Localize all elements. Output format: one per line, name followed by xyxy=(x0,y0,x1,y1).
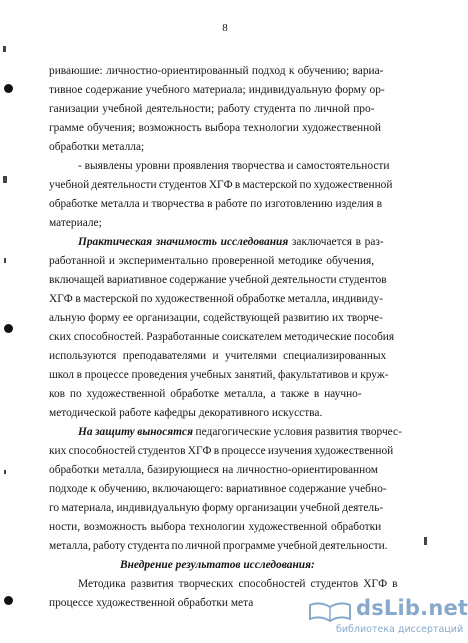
text-line: ности, возможность выбора технологии художественной обработки xyxy=(49,521,382,533)
page-number: 8 xyxy=(222,22,228,34)
emphasis-lead: На защиту выносятся xyxy=(78,426,193,438)
text-line: го материала, индивидуальную форму организации учебной деятель- xyxy=(49,502,384,514)
scan-hole-mark xyxy=(4,84,13,93)
text-line: обработки металла, базирующиеся на личностно-ориентированном xyxy=(49,464,378,476)
text-line: ХГФ в мастерской по художественной обработке металла, индивиду- xyxy=(49,293,383,305)
text-line xyxy=(78,425,402,439)
text-line: тивное содержание учебного материала; индивидуальную форму ор- xyxy=(49,84,385,96)
text-line: - выявлены уровни проявления творчества и самостоятельности xyxy=(78,160,390,172)
section-heading: Внедрение результатов исследования: xyxy=(120,559,315,571)
text-run: заключается в раз- xyxy=(291,236,384,248)
text-line: грамме обучения; возможность выбора технологии художественной xyxy=(49,122,382,134)
site-watermark xyxy=(300,596,468,643)
text-line: металла, работу студента по личной программе учебной деятельности. xyxy=(49,540,388,552)
text-line: обработки металла; xyxy=(49,141,145,153)
scan-speck xyxy=(4,470,6,474)
scan-speck xyxy=(3,46,6,52)
watermark-subtitle: библиотека диссертаций xyxy=(336,624,464,635)
text-line: школ в процессе проведения учебных занятий, факультативов и круж- xyxy=(49,369,389,381)
scan-hole-mark xyxy=(4,596,13,605)
text-line: ских способностей. Разработанные соискателем методические пособия xyxy=(49,331,395,343)
text-line: работанной и экспериментально проверенной методике обучения, xyxy=(49,255,375,267)
text-line: учебной деятельности студентов ХГФ в мастерской по художественной xyxy=(49,179,393,191)
text-line: альную форму ее организации, содействующей развитию их творче- xyxy=(49,312,383,324)
text-line: подходе к обучению, включающего: вариативное содержание учебно- xyxy=(49,483,387,495)
text-line: материале; xyxy=(49,217,102,229)
book-logo-icon xyxy=(308,599,352,623)
text-line: включащей вариативное содержание учебной деятельности студентов xyxy=(49,274,387,286)
text-line: ких способностей студентов ХГФ в процессе изучения художественной xyxy=(49,445,394,457)
scan-speck xyxy=(3,176,7,183)
text-line: Методика развития творческих способностей студентов ХГФ в xyxy=(78,578,398,590)
watermark-title: dsLib.net xyxy=(356,596,468,620)
scan-hole-mark xyxy=(4,324,13,333)
text-line: риваюшие: личностно-ориентированный подход к обучению; вариа- xyxy=(49,65,384,77)
scan-speck xyxy=(4,258,6,263)
text-line: методической работе кафедры декоративного искусства. xyxy=(49,407,323,419)
text-line xyxy=(78,235,384,249)
text-line: ганизации учебной деятельности; работу студента по личной про- xyxy=(49,103,375,115)
text-run: педагогические условия развития творчес- xyxy=(195,426,402,438)
text-line: используются преподавателями и учителями специализированных xyxy=(49,350,387,362)
text-line: обработке металла и творчества в работе по изготовлению изделия в xyxy=(49,198,382,210)
text-line: процессе художественной обработки мета xyxy=(49,597,254,609)
text-line: ков по художественной обработке металла, а также в научно- xyxy=(49,388,362,400)
scan-speck xyxy=(424,537,427,545)
emphasis-lead: Практическая значимость исследования xyxy=(78,236,289,248)
